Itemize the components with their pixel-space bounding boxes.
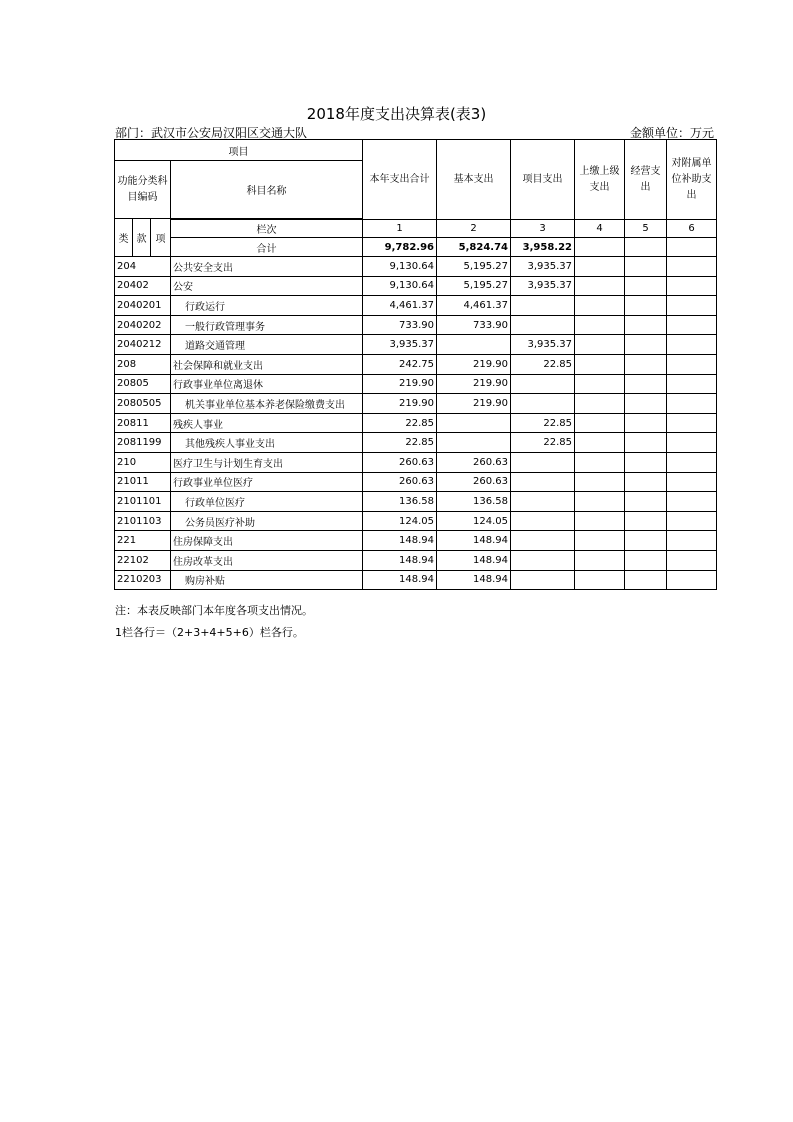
table-row (115, 492, 717, 512)
row-subject-name: 行政运行 (171, 296, 363, 316)
row-value-subsidy (667, 550, 717, 570)
total-value-6 (667, 238, 717, 257)
header-lanci: 栏次 (171, 220, 363, 238)
page-title: 2018年度支出决算表(表3) (306, 105, 487, 123)
table-row (115, 257, 717, 277)
row-value-operating (625, 276, 667, 296)
row-value-subsidy (667, 335, 717, 355)
row-subject-name: 住房改革支出 (171, 550, 363, 570)
row-value-project (511, 394, 575, 414)
total-value-3: 3,958.22 (511, 238, 575, 257)
row-value-upper (575, 550, 625, 570)
row-value-project (511, 472, 575, 492)
header-row-item (115, 140, 717, 161)
row-code: 2081199 (115, 433, 171, 453)
row-value-operating (625, 550, 667, 570)
row-value-subsidy (667, 452, 717, 472)
row-value-operating (625, 315, 667, 335)
row-value-operating (625, 452, 667, 472)
table-row (115, 276, 717, 296)
row-code: 2101101 (115, 492, 171, 512)
row-value-total: 148.94 (363, 570, 437, 590)
row-subject-name: 其他残疾人事业支出 (171, 433, 363, 453)
row-value-upper (575, 570, 625, 590)
row-value-total: 219.90 (363, 394, 437, 414)
row-code: 2040201 (115, 296, 171, 316)
table-row (115, 472, 717, 492)
row-value-upper (575, 452, 625, 472)
col-num-4: 4 (575, 220, 625, 238)
table-row (115, 315, 717, 335)
row-value-subsidy (667, 394, 717, 414)
row-value-subsidy (667, 511, 717, 531)
row-value-basic: 124.05 (437, 511, 511, 531)
row-value-subsidy (667, 433, 717, 453)
row-value-operating (625, 394, 667, 414)
row-value-project (511, 531, 575, 551)
amount-unit-label: 金额单位：万元 (630, 126, 715, 140)
row-subject-name: 公安 (171, 276, 363, 296)
total-value-2: 5,824.74 (437, 238, 511, 257)
header-item: 项目 (115, 140, 363, 161)
col-num-6: 6 (667, 220, 717, 238)
row-value-operating (625, 472, 667, 492)
header-func-code: 功能分类科目编码 (115, 161, 171, 219)
table-row (115, 374, 717, 394)
row-value-project (511, 374, 575, 394)
col-num-3: 3 (511, 220, 575, 238)
row-value-basic: 148.94 (437, 550, 511, 570)
row-code: 2040202 (115, 315, 171, 335)
row-value-total: 219.90 (363, 374, 437, 394)
col-num-2: 2 (437, 220, 511, 238)
row-code: 21011 (115, 472, 171, 492)
table-row (115, 570, 717, 590)
row-value-project (511, 570, 575, 590)
total-row (115, 238, 717, 257)
row-value-project: 3,935.37 (511, 335, 575, 355)
row-value-project: 22.85 (511, 433, 575, 453)
row-code: 221 (115, 531, 171, 551)
row-subject-name: 残疾人事业 (171, 413, 363, 433)
header-col-6: 对附属单位补助支出 (667, 140, 717, 220)
row-code: 20402 (115, 276, 171, 296)
row-value-basic (437, 335, 511, 355)
row-code: 20805 (115, 374, 171, 394)
row-value-total: 136.58 (363, 492, 437, 512)
row-value-upper (575, 492, 625, 512)
row-value-upper (575, 511, 625, 531)
row-subject-name: 机关事业单位基本养老保险缴费支出 (171, 394, 363, 414)
row-value-subsidy (667, 296, 717, 316)
row-value-operating (625, 492, 667, 512)
row-value-basic (437, 413, 511, 433)
row-value-subsidy (667, 276, 717, 296)
table-row (115, 550, 717, 570)
row-value-subsidy (667, 492, 717, 512)
row-value-upper (575, 433, 625, 453)
row-value-project (511, 550, 575, 570)
header-col-3: 项目支出 (511, 140, 575, 220)
row-code: 2080505 (115, 394, 171, 414)
row-code: 22102 (115, 550, 171, 570)
row-value-project (511, 452, 575, 472)
header-col-5: 经营支出 (625, 140, 667, 220)
row-value-operating (625, 257, 667, 277)
total-value-5 (625, 238, 667, 257)
row-value-subsidy (667, 257, 717, 277)
row-value-subsidy (667, 354, 717, 374)
row-value-upper (575, 531, 625, 551)
total-label: 合计 (171, 238, 363, 257)
total-value-1: 9,782.96 (363, 238, 437, 257)
row-value-basic: 4,461.37 (437, 296, 511, 316)
row-value-basic: 219.90 (437, 374, 511, 394)
total-value-4 (575, 238, 625, 257)
row-value-total: 3,935.37 (363, 335, 437, 355)
header-lei: 类 (115, 219, 133, 257)
row-subject-name: 行政事业单位离退休 (171, 374, 363, 394)
row-value-upper (575, 413, 625, 433)
row-value-operating (625, 511, 667, 531)
row-code: 2040212 (115, 335, 171, 355)
row-value-total: 4,461.37 (363, 296, 437, 316)
row-value-operating (625, 570, 667, 590)
row-value-project (511, 511, 575, 531)
row-value-total: 148.94 (363, 531, 437, 551)
table-row (115, 354, 717, 374)
row-value-project: 3,935.37 (511, 257, 575, 277)
row-subject-name: 行政单位医疗 (171, 492, 363, 512)
row-subject-name: 社会保障和就业支出 (171, 354, 363, 374)
row-value-operating (625, 433, 667, 453)
row-value-upper (575, 276, 625, 296)
row-value-upper (575, 354, 625, 374)
row-value-operating (625, 296, 667, 316)
row-value-total: 22.85 (363, 413, 437, 433)
row-value-basic: 148.94 (437, 570, 511, 590)
row-code: 208 (115, 354, 171, 374)
header-kuan: 款 (133, 219, 151, 257)
expenditure-table (114, 139, 717, 590)
table-row (115, 394, 717, 414)
row-value-subsidy (667, 472, 717, 492)
table-row (115, 433, 717, 453)
row-value-project (511, 492, 575, 512)
row-value-basic: 219.90 (437, 394, 511, 414)
row-value-total: 22.85 (363, 433, 437, 453)
row-value-basic: 136.58 (437, 492, 511, 512)
row-value-project: 22.85 (511, 413, 575, 433)
row-value-basic: 148.94 (437, 531, 511, 551)
col-num-1: 1 (363, 220, 437, 238)
col-num-5: 5 (625, 220, 667, 238)
row-value-total: 9,130.64 (363, 257, 437, 277)
row-value-operating (625, 354, 667, 374)
row-value-basic: 219.90 (437, 354, 511, 374)
header-xiang: 项 (151, 219, 171, 257)
row-value-total: 242.75 (363, 354, 437, 374)
row-value-subsidy (667, 315, 717, 335)
row-subject-name: 行政事业单位医疗 (171, 472, 363, 492)
row-value-basic: 733.90 (437, 315, 511, 335)
row-subject-name: 医疗卫生与计划生育支出 (171, 452, 363, 472)
row-value-subsidy (667, 413, 717, 433)
row-value-basic: 5,195.27 (437, 276, 511, 296)
row-value-operating (625, 374, 667, 394)
row-code: 20811 (115, 413, 171, 433)
row-code: 2210203 (115, 570, 171, 590)
row-value-total: 260.63 (363, 452, 437, 472)
table-row (115, 452, 717, 472)
department-label: 部门：武汉市公安局汉阳区交通大队 (115, 126, 308, 140)
row-value-upper (575, 296, 625, 316)
row-subject-name: 公共安全支出 (171, 257, 363, 277)
row-subject-name: 公务员医疗补助 (171, 511, 363, 531)
row-subject-name: 住房保障支出 (171, 531, 363, 551)
row-subject-name: 一般行政管理事务 (171, 315, 363, 335)
row-value-basic: 260.63 (437, 472, 511, 492)
table-row (115, 413, 717, 433)
row-value-project: 3,935.37 (511, 276, 575, 296)
row-value-upper (575, 315, 625, 335)
table-row (115, 531, 717, 551)
row-value-total: 260.63 (363, 472, 437, 492)
row-value-basic (437, 433, 511, 453)
row-value-upper (575, 257, 625, 277)
row-value-project (511, 296, 575, 316)
row-value-subsidy (667, 570, 717, 590)
header-col-2: 基本支出 (437, 140, 511, 220)
row-value-upper (575, 472, 625, 492)
row-value-upper (575, 335, 625, 355)
header-col-4: 上缴上级支出 (575, 140, 625, 220)
row-value-basic: 5,195.27 (437, 257, 511, 277)
row-value-total: 124.05 (363, 511, 437, 531)
table-body (115, 257, 717, 590)
row-code: 210 (115, 452, 171, 472)
row-subject-name: 道路交通管理 (171, 335, 363, 355)
column-number-row (115, 220, 717, 238)
header-col-1: 本年支出合计 (363, 140, 437, 220)
row-value-basic: 260.63 (437, 452, 511, 472)
row-value-operating (625, 531, 667, 551)
row-value-project: 22.85 (511, 354, 575, 374)
row-value-upper (575, 374, 625, 394)
row-value-total: 9,130.64 (363, 276, 437, 296)
row-code: 2101103 (115, 511, 171, 531)
header-subject-name: 科目名称 (171, 161, 363, 219)
row-subject-name: 购房补贴 (171, 570, 363, 590)
table-row (115, 296, 717, 316)
note-line-1: 注：本表反映部门本年度各项支出情况。 (115, 604, 313, 617)
row-value-total: 733.90 (363, 315, 437, 335)
row-value-upper (575, 394, 625, 414)
row-value-project (511, 315, 575, 335)
row-value-operating (625, 335, 667, 355)
note-line-2: 1栏各行＝（2+3+4+5+6）栏各行。 (115, 626, 304, 639)
row-value-subsidy (667, 531, 717, 551)
row-value-total: 148.94 (363, 550, 437, 570)
row-code: 204 (115, 257, 171, 277)
row-value-subsidy (667, 374, 717, 394)
table-row (115, 511, 717, 531)
table-row (115, 335, 717, 355)
row-value-operating (625, 413, 667, 433)
